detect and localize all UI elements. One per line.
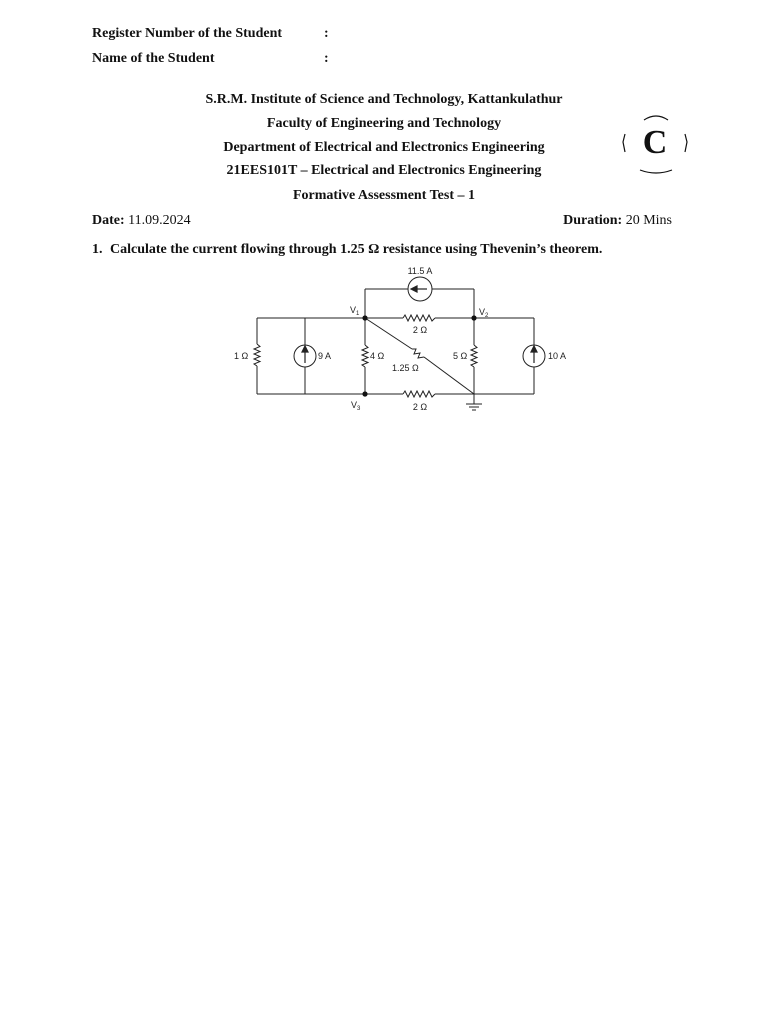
faculty-name: Faculty of Engineering and Technology — [266, 116, 502, 131]
resistor-1ohm — [254, 344, 260, 366]
test-title: Formative Assessment Test – 1 — [293, 188, 475, 203]
label-r-top: 2 Ω — [412, 325, 428, 335]
arrow-9a-head — [302, 346, 308, 352]
node-v1-dot — [362, 315, 367, 320]
register-number-colon: : — [324, 26, 329, 41]
arrow-11-5a-head — [411, 286, 417, 292]
student-name-label: Name of the Student — [92, 51, 215, 66]
circuit-diagram — [0, 0, 768, 430]
node-v2-dot — [471, 315, 476, 320]
label-10a: 10 A — [548, 351, 567, 361]
duration-value: 20 Mins — [625, 213, 672, 228]
date-value: 11.09.2024 — [128, 213, 191, 228]
question-text: Calculate the current flowing through 1.25 Ω resistance using Thevenin’s theorem. — [110, 242, 603, 257]
register-number-label: Register Number of the Student — [92, 26, 283, 41]
label-v3: $V_3$ — [351, 400, 361, 412]
label-r-left: 1 Ω — [234, 351, 249, 361]
label-r-diag: 1.25 Ω — [392, 363, 419, 373]
resistor-1-25ohm — [412, 349, 424, 358]
label-r-right: 5 Ω — [453, 351, 468, 361]
label-11-5a: 11.5 A — [407, 266, 433, 276]
resistor-2ohm-bottom — [403, 391, 435, 397]
duration-label: Duration: — [563, 213, 623, 228]
label-9a: 9 A — [318, 351, 332, 361]
institute-name: S.R.M. Institute of Science and Technology, Kattankulathur — [205, 92, 563, 107]
arrow-10a-head — [531, 346, 537, 352]
student-name-colon: : — [324, 51, 329, 66]
resistor-2ohm-top — [403, 315, 435, 321]
label-v2: $V_2$ — [479, 307, 489, 319]
wire-diag-b — [424, 357, 474, 394]
course-title: 21EES101T – Electrical and Electronics Engineering — [226, 163, 542, 178]
question-number: 1. — [92, 242, 103, 257]
node-v3-dot — [362, 391, 367, 396]
wire-diag-a — [365, 318, 412, 349]
label-r-bottom: 2 Ω — [412, 402, 428, 412]
department-name: Department of Electrical and Electronics Engineering — [223, 140, 545, 155]
label-r-mid: 4 Ω — [370, 351, 385, 361]
resistor-4ohm — [362, 345, 368, 367]
version-letter: C — [642, 124, 668, 161]
label-v1: $V_1$ — [350, 305, 360, 317]
date-label: Date: — [92, 213, 125, 228]
resistor-5ohm — [471, 345, 477, 367]
